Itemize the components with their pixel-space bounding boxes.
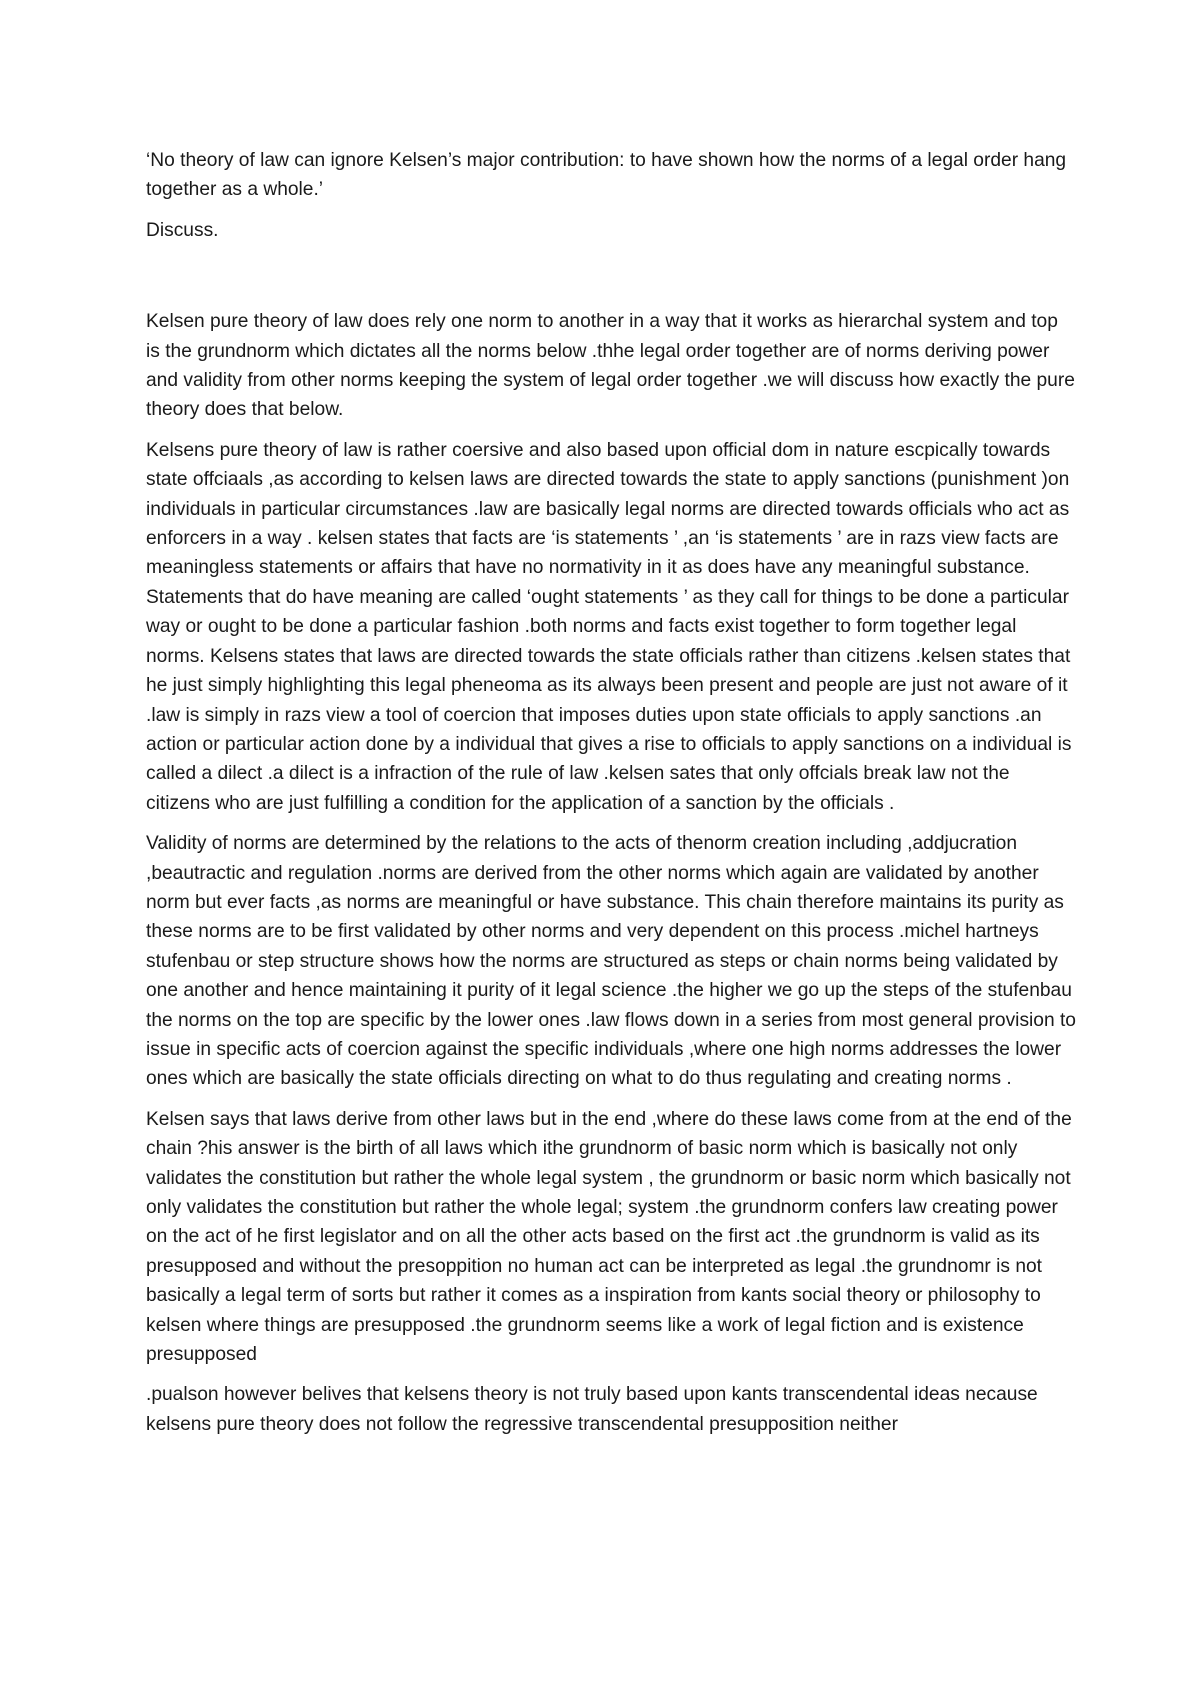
paragraph-5: .pualson however belives that kelsens theory is not truly based upon kants transcendental ideas necause kelsens pure theory does not follow the regressive transcendental presupposition neither — [146, 1384, 1038, 1435]
document-body — [146, 146, 1076, 1450]
paragraph-4: Kelsen says that laws derive from other laws but in the end ,where do these laws come from at the end of the chain ?his answer is the birth of all laws which ithe grundnorm of basic norm which is basically not only validates the constitution but rather the whole legal system , the grundnorm or basic norm which basically not only validates the constitution but rather the whole legal; system .the grundnorm confers law creating power on the act of he first legislator and on all the other acts based on the first act .the grundnorm is valid as its presupposed and without the presoppition no human act can be interpreted as legal .the grundnomr is not basically a legal term of sorts but rather it comes as a inspiration from kants social theory or philosophy to kelsen where things are presupposed .the grundnorm seems like a work of legal fiction and is existence presupposed — [146, 1108, 1072, 1366]
paragraph-1: Kelsen pure theory of law does rely one norm to another in a way that it works as hierarchal system and top is the grundnorm which dictates all the norms below .thhe legal order together are of norms deriving power and validity from other norms keeping the system of legal order together .we will discuss how exactly the pure theory does that below. — [146, 311, 1075, 421]
paragraph-2: Kelsens pure theory of law is rather coersive and also based upon official dom in nature escpically towards state offciaals ,as according to kelsen laws are directed towards the state to apply sanctions (punishment )on individuals in particular circumstances .law are basically legal norms are directed towards officials who act as enforcers in a way . kelsen states that facts are ‘is statements ’ ,an ‘is statements ’ are in razs view facts are meaningless statements or affairs that have no normativity in it as does have any meaningful substance. Statements that do have meaning are called ‘ought statements ’ as they call for things to be done a particular way or ought to be done a particular fashion .both norms and facts exist together to form together legal norms. Kelsens states that laws are directed towards the state officials rather than citizens .kelsen states that he just simply highlighting this legal pheneoma as its always been present and people are just not aware of it .law is simply in razs view a tool of coercion that imposes duties upon state officials to apply sanctions .an action or particular action done by a individual that gives a rise to officials to apply sanctions on a individual is called a dilect .a dilect is a infraction of the rule of law .kelsen sates that only offcials break law not the citizens who are just fulfilling a condition for the application of a sanction by the officials . — [146, 439, 1072, 814]
paragraph-3: Validity of norms are determined by the relations to the acts of thenorm creation including ,addjucration ,beautractic and regulation .norms are derived from the other norms which again are validated by another norm but ever facts ,as norms are meaningful or have substance. This chain therefore maintains its purity as these norms are to be first validated by other norms and very dependent on this process .michel hartneys stufenbau or step structure shows how the norms are structured as steps or chain norms being validated by one another and hence maintaining it purity of it legal science .the higher we go up the steps of the stufenbau the norms on the top are specific by the lower ones .law flows down in a series from most general provision to issue in specific acts of coercion against the specific individuals ,where one high norms addresses the lower ones which are basically the state officials directing on what to do thus regulating and creating norms . — [146, 833, 1076, 1090]
essay-question: ‘No theory of law can ignore Kelsen’s major contribution: to have shown how the norms of a legal order hang together as a whole.’ — [146, 150, 1067, 201]
essay-instruction: Discuss. — [146, 219, 219, 241]
